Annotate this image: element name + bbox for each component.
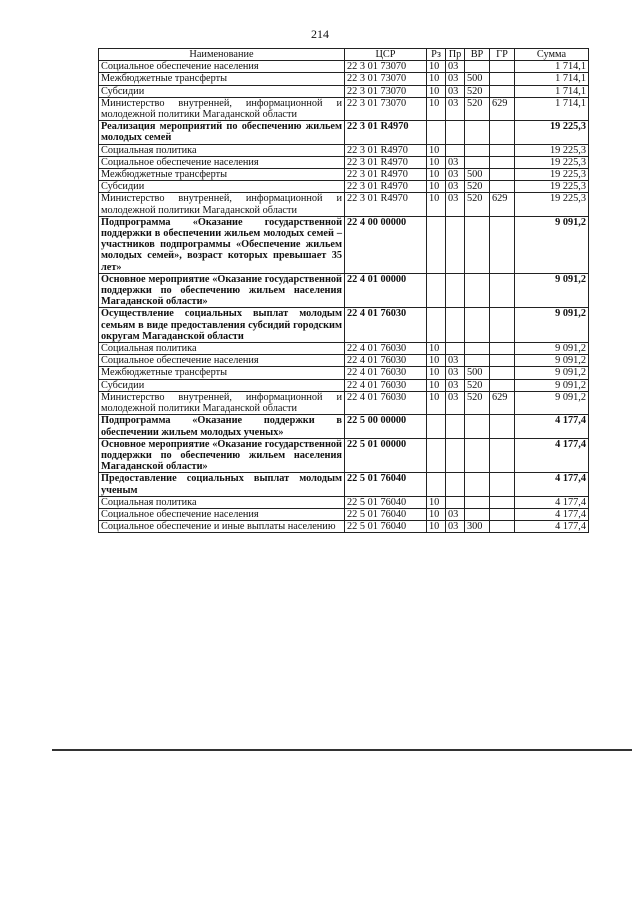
cell-vr: 520: [465, 193, 490, 216]
cell-csr: 22 4 01 76030: [345, 367, 427, 379]
table-row: [99, 85, 589, 97]
cell-name: Предоставление социальных выплат молодым ученым: [99, 473, 345, 496]
cell-rz: 10: [427, 169, 446, 181]
cell-vr: [465, 415, 490, 438]
cell-gr: [490, 508, 515, 520]
cell-sum: 4 177,4: [515, 521, 589, 533]
cell-gr: [490, 121, 515, 144]
cell-name: Подпрограмма «Оказание государственной поддержки в обеспечении жильем молодых семей – участников подпрограммы «Обеспечение жильем молодых семей», возраст которых превышает 35 лет»: [99, 216, 345, 273]
cell-name: Основное мероприятие «Оказание государственной поддержки по обеспечению жильем населения Магаданской области»: [99, 438, 345, 473]
cell-pr: [446, 144, 465, 156]
cell-name: Социальная политика: [99, 496, 345, 508]
cell-sum: 19 225,3: [515, 156, 589, 168]
table-row: [99, 508, 589, 520]
table-row: [99, 97, 589, 120]
cell-csr: 22 4 01 76030: [345, 355, 427, 367]
cell-gr: [490, 181, 515, 193]
cell-vr: 520: [465, 391, 490, 414]
cell-vr: 300: [465, 521, 490, 533]
header-sum: Сумма: [515, 49, 589, 61]
cell-pr: 03: [446, 193, 465, 216]
cell-name: Осуществление социальных выплат молодым семьям в виде предоставления субсидий городским округам Магаданской области: [99, 308, 345, 343]
table-row: [99, 379, 589, 391]
cell-pr: 03: [446, 521, 465, 533]
cell-csr: 22 4 00 00000: [345, 216, 427, 273]
cell-sum: 19 225,3: [515, 169, 589, 181]
cell-gr: [490, 144, 515, 156]
table-row: [99, 438, 589, 473]
cell-gr: [490, 379, 515, 391]
cell-sum: 4 177,4: [515, 496, 589, 508]
cell-csr: 22 5 01 76040: [345, 521, 427, 533]
cell-sum: 9 091,2: [515, 343, 589, 355]
cell-vr: 520: [465, 379, 490, 391]
cell-vr: 520: [465, 85, 490, 97]
cell-csr: 22 5 01 76040: [345, 496, 427, 508]
cell-vr: [465, 61, 490, 73]
cell-gr: [490, 308, 515, 343]
cell-csr: 22 5 01 76040: [345, 508, 427, 520]
cell-csr: 22 3 01 R4970: [345, 156, 427, 168]
cell-name: Реализация мероприятий по обеспечению жильем молодых семей: [99, 121, 345, 144]
cell-rz: [427, 308, 446, 343]
cell-rz: 10: [427, 193, 446, 216]
cell-gr: [490, 473, 515, 496]
cell-gr: [490, 61, 515, 73]
cell-pr: [446, 308, 465, 343]
cell-vr: [465, 156, 490, 168]
cell-gr: [490, 169, 515, 181]
cell-csr: 22 5 00 00000: [345, 415, 427, 438]
cell-name: Министерство внутренней, информационной и молодежной политики Магаданской области: [99, 391, 345, 414]
cell-sum: 4 177,4: [515, 473, 589, 496]
table-row: [99, 216, 589, 273]
cell-csr: 22 3 01 73070: [345, 97, 427, 120]
cell-csr: 22 3 01 73070: [345, 85, 427, 97]
table-header-row: [99, 49, 589, 61]
cell-rz: 10: [427, 343, 446, 355]
cell-csr: 22 5 01 76040: [345, 473, 427, 496]
cell-pr: 03: [446, 61, 465, 73]
cell-pr: [446, 216, 465, 273]
table-row: [99, 355, 589, 367]
cell-name: Социальное обеспечение и иные выплаты населению: [99, 521, 345, 533]
page-number: 214: [311, 27, 329, 41]
cell-name: Министерство внутренней, информационной и молодежной политики Магаданской области: [99, 193, 345, 216]
cell-gr: [490, 438, 515, 473]
cell-pr: [446, 415, 465, 438]
cell-csr: 22 3 01 R4970: [345, 121, 427, 144]
cell-name: Социальная политика: [99, 343, 345, 355]
header-vr: ВР: [465, 49, 490, 61]
cell-rz: 10: [427, 85, 446, 97]
cell-name: Межбюджетные трансферты: [99, 169, 345, 181]
cell-rz: [427, 216, 446, 273]
cell-pr: [446, 473, 465, 496]
cell-vr: 500: [465, 169, 490, 181]
cell-rz: [427, 415, 446, 438]
cell-csr: 22 4 01 76030: [345, 343, 427, 355]
cell-csr: 22 3 01 R4970: [345, 169, 427, 181]
table-row: [99, 273, 589, 308]
cell-rz: 10: [427, 379, 446, 391]
cell-gr: [490, 343, 515, 355]
cell-sum: 1 714,1: [515, 97, 589, 120]
cell-sum: 9 091,2: [515, 391, 589, 414]
cell-rz: 10: [427, 181, 446, 193]
table-row: [99, 181, 589, 193]
cell-csr: 22 4 01 76030: [345, 379, 427, 391]
cell-name: Социальное обеспечение населения: [99, 61, 345, 73]
table-row: [99, 308, 589, 343]
cell-sum: 19 225,3: [515, 121, 589, 144]
cell-rz: 10: [427, 355, 446, 367]
cell-pr: [446, 438, 465, 473]
cell-csr: 22 5 01 00000: [345, 438, 427, 473]
table-row: [99, 169, 589, 181]
table-row: [99, 367, 589, 379]
cell-sum: 9 091,2: [515, 216, 589, 273]
cell-vr: [465, 508, 490, 520]
cell-csr: 22 3 01 73070: [345, 73, 427, 85]
cell-vr: [465, 473, 490, 496]
cell-name: Основное мероприятие «Оказание государственной поддержки по обеспечению жильем населения Магаданской области»: [99, 273, 345, 308]
cell-vr: 520: [465, 181, 490, 193]
bottom-divider: [52, 749, 632, 751]
cell-sum: 1 714,1: [515, 73, 589, 85]
cell-name: Министерство внутренней, информационной и молодежной политики Магаданской области: [99, 97, 345, 120]
cell-csr: 22 3 01 R4970: [345, 193, 427, 216]
cell-sum: 9 091,2: [515, 355, 589, 367]
cell-gr: 629: [490, 193, 515, 216]
cell-vr: [465, 216, 490, 273]
cell-name: Социальное обеспечение населения: [99, 156, 345, 168]
table-row: [99, 391, 589, 414]
cell-rz: 10: [427, 391, 446, 414]
cell-gr: [490, 216, 515, 273]
cell-rz: [427, 273, 446, 308]
cell-pr: [446, 496, 465, 508]
cell-rz: 10: [427, 97, 446, 120]
cell-gr: 629: [490, 97, 515, 120]
cell-sum: 4 177,4: [515, 508, 589, 520]
cell-pr: [446, 343, 465, 355]
cell-gr: [490, 521, 515, 533]
cell-rz: 10: [427, 144, 446, 156]
cell-pr: 03: [446, 367, 465, 379]
cell-vr: [465, 121, 490, 144]
cell-pr: 03: [446, 169, 465, 181]
table-row: [99, 193, 589, 216]
header-gr: ГР: [490, 49, 515, 61]
cell-vr: 500: [465, 367, 490, 379]
cell-sum: 19 225,3: [515, 193, 589, 216]
table-row: [99, 73, 589, 85]
cell-csr: 22 4 01 76030: [345, 308, 427, 343]
cell-rz: 10: [427, 367, 446, 379]
cell-sum: 4 177,4: [515, 415, 589, 438]
header-rz: Рз: [427, 49, 446, 61]
cell-rz: 10: [427, 521, 446, 533]
cell-csr: 22 3 01 R4970: [345, 144, 427, 156]
header-name: Наименование: [99, 49, 345, 61]
cell-vr: 520: [465, 97, 490, 120]
cell-name: Межбюджетные трансферты: [99, 367, 345, 379]
cell-pr: [446, 273, 465, 308]
cell-name: Субсидии: [99, 379, 345, 391]
cell-pr: 03: [446, 156, 465, 168]
cell-name: Подпрограмма «Оказание поддержки в обеспечении жильем молодых ученых»: [99, 415, 345, 438]
cell-pr: 03: [446, 97, 465, 120]
cell-vr: 500: [465, 73, 490, 85]
cell-vr: [465, 355, 490, 367]
cell-rz: 10: [427, 73, 446, 85]
table-row: [99, 343, 589, 355]
cell-csr: 22 3 01 R4970: [345, 181, 427, 193]
cell-pr: 03: [446, 379, 465, 391]
cell-pr: 03: [446, 85, 465, 97]
cell-rz: 10: [427, 496, 446, 508]
cell-sum: 1 714,1: [515, 61, 589, 73]
cell-pr: 03: [446, 508, 465, 520]
cell-pr: 03: [446, 73, 465, 85]
cell-name: Межбюджетные трансферты: [99, 73, 345, 85]
cell-vr: [465, 144, 490, 156]
header-pr: Пр: [446, 49, 465, 61]
cell-vr: [465, 496, 490, 508]
cell-gr: [490, 156, 515, 168]
cell-rz: [427, 438, 446, 473]
cell-gr: [490, 73, 515, 85]
cell-sum: 9 091,2: [515, 273, 589, 308]
table-body: [99, 61, 589, 533]
cell-sum: 9 091,2: [515, 308, 589, 343]
cell-vr: [465, 273, 490, 308]
cell-pr: 03: [446, 355, 465, 367]
cell-sum: 9 091,2: [515, 367, 589, 379]
cell-name: Социальная политика: [99, 144, 345, 156]
cell-rz: 10: [427, 61, 446, 73]
table-row: [99, 415, 589, 438]
table-row: [99, 144, 589, 156]
cell-gr: 629: [490, 391, 515, 414]
cell-name: Социальное обеспечение населения: [99, 508, 345, 520]
cell-sum: 19 225,3: [515, 181, 589, 193]
cell-pr: [446, 121, 465, 144]
table-row: [99, 61, 589, 73]
cell-sum: 1 714,1: [515, 85, 589, 97]
table-row: [99, 156, 589, 168]
cell-vr: [465, 308, 490, 343]
cell-sum: 9 091,2: [515, 379, 589, 391]
cell-gr: [490, 496, 515, 508]
cell-rz: [427, 121, 446, 144]
cell-name: Субсидии: [99, 85, 345, 97]
cell-gr: [490, 415, 515, 438]
cell-gr: [490, 367, 515, 379]
table-row: [99, 496, 589, 508]
cell-pr: 03: [446, 181, 465, 193]
table-row: [99, 473, 589, 496]
cell-sum: 19 225,3: [515, 144, 589, 156]
cell-rz: 10: [427, 156, 446, 168]
cell-csr: 22 4 01 76030: [345, 391, 427, 414]
cell-rz: 10: [427, 508, 446, 520]
cell-vr: [465, 343, 490, 355]
cell-gr: [490, 85, 515, 97]
table-row: [99, 121, 589, 144]
cell-pr: 03: [446, 391, 465, 414]
cell-name: Социальное обеспечение населения: [99, 355, 345, 367]
cell-csr: 22 3 01 73070: [345, 61, 427, 73]
cell-gr: [490, 355, 515, 367]
cell-vr: [465, 438, 490, 473]
table-row: [99, 521, 589, 533]
cell-sum: 4 177,4: [515, 438, 589, 473]
cell-name: Субсидии: [99, 181, 345, 193]
cell-rz: [427, 473, 446, 496]
budget-table: [98, 48, 589, 533]
cell-gr: [490, 273, 515, 308]
header-csr: ЦСР: [345, 49, 427, 61]
cell-csr: 22 4 01 00000: [345, 273, 427, 308]
